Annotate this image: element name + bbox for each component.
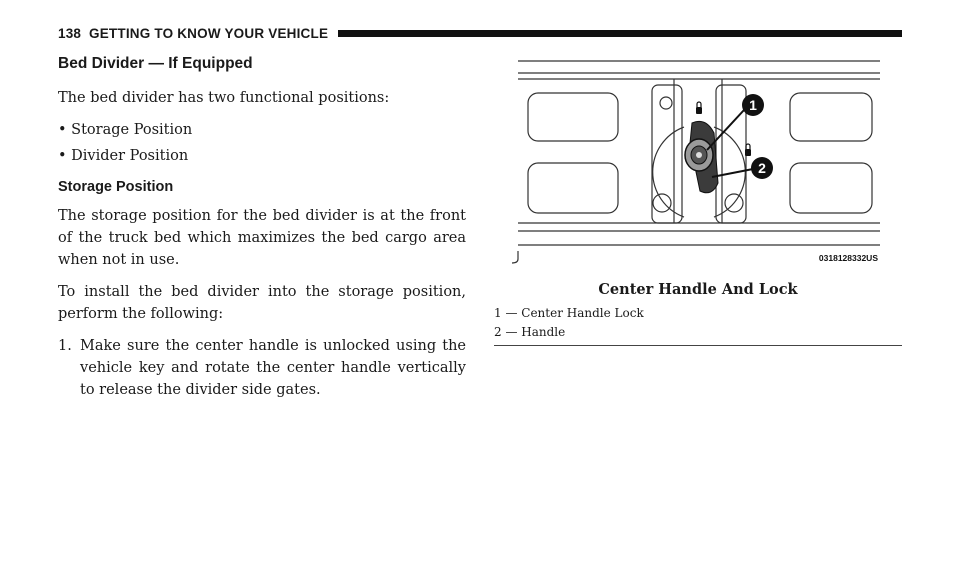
- legend-item-2: 2 — Handle: [494, 325, 566, 339]
- install-paragraph: To install the bed divider into the storage position, perform the following:: [58, 284, 466, 322]
- legend-rule: [494, 345, 902, 346]
- step-1-text: Make sure the center handle is unlocked using the vehicle key and rotate the center handle vertically to release the divider side gates.: [80, 338, 466, 398]
- bullet-storage: • Storage Position: [58, 122, 193, 138]
- storage-paragraph: The storage position for the bed divider is at the front of the truck bed which maximizes the bed cargo area when not in use.: [58, 208, 466, 268]
- center-handle-illustration: [494, 55, 902, 269]
- svg-text:1: 1: [749, 97, 757, 113]
- step-1: [58, 335, 466, 401]
- callout-2: [751, 157, 773, 179]
- figure: [494, 55, 902, 346]
- step-1-number: 1.: [58, 338, 72, 354]
- bullet-divider: • Divider Position: [58, 148, 189, 164]
- section-title: GETTING TO KNOW YOUR VEHICLE: [89, 25, 329, 41]
- legend-item-1: 1 — Center Handle Lock: [494, 306, 644, 320]
- image-code: 0318128332US: [818, 253, 878, 263]
- text-column: [58, 55, 466, 401]
- section-heading: Bed Divider — If Equipped: [58, 55, 253, 72]
- page-header: [58, 24, 902, 42]
- subheading-storage: Storage Position: [58, 179, 174, 195]
- handle: [685, 121, 718, 192]
- header-rule: [338, 30, 902, 37]
- callout-1: [742, 94, 764, 116]
- figure-caption: Center Handle And Lock: [598, 281, 798, 298]
- page-header-text: [58, 26, 338, 41]
- page-number: 138: [58, 25, 82, 41]
- intro-paragraph: The bed divider has two functional positions:: [58, 90, 390, 106]
- svg-text:2: 2: [758, 160, 766, 176]
